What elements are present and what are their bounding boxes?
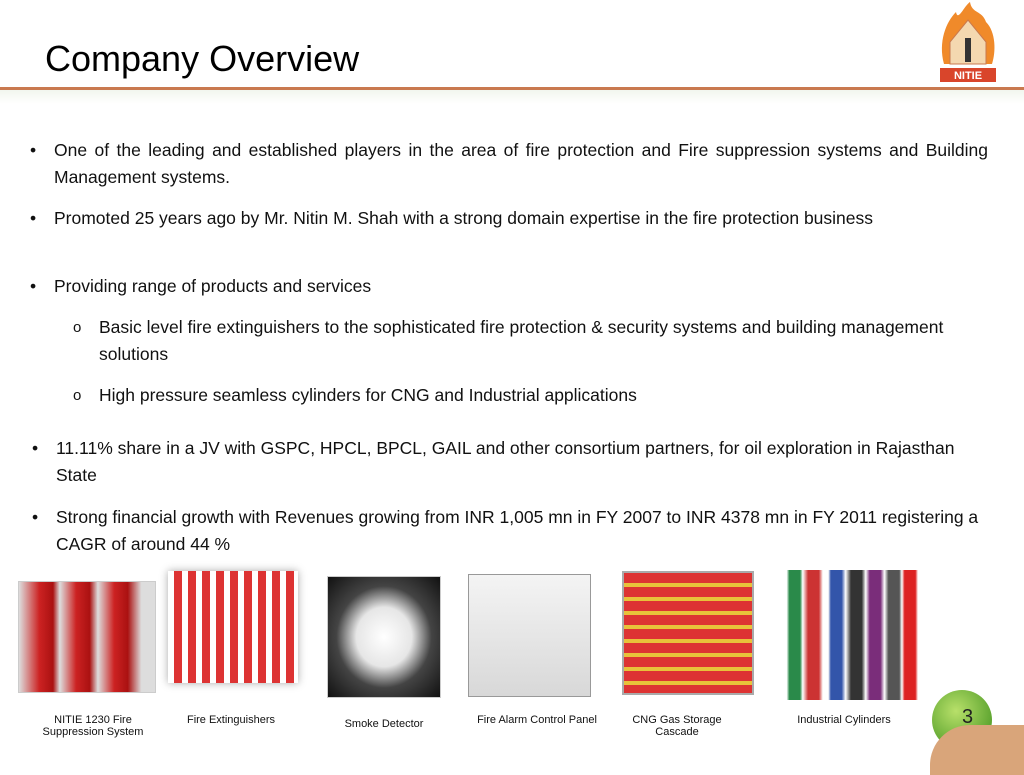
cng-cascade-image — [622, 571, 754, 695]
industrial-cylinders-image — [784, 570, 918, 700]
product-caption: Fire Extinguishers — [186, 714, 276, 726]
bullet-item — [30, 205, 988, 232]
bullet-icon: • — [30, 208, 37, 228]
bullet-text: 11.11% share in a JV with GSPC, HPCL, BPCL, GAIL and other consortium partners, for oil exploration in Rajasthan State — [56, 438, 955, 485]
bullet-item — [30, 273, 988, 300]
bullet-text: Promoted 25 years ago by Mr. Nitin M. Shah with a strong domain expertise in the fire protection business — [54, 208, 874, 228]
fire-alarm-panel-image — [468, 574, 591, 697]
bullet-text: Basic level fire extinguishers to the sophisticated fire protection & security systems and building management solutions — [99, 317, 944, 364]
bullet-text: Providing range of products and services — [54, 276, 372, 296]
bullet-icon: • — [32, 438, 39, 458]
slide-title: Company Overview — [45, 38, 360, 79]
bullet-item — [32, 435, 986, 489]
header-band — [0, 90, 1024, 104]
sub-bullet-icon: o — [73, 387, 82, 404]
sub-bullet-item — [73, 382, 988, 409]
bullet-item — [32, 504, 986, 558]
bullet-text: High pressure seamless cylinders for CNG and Industrial applications — [99, 385, 637, 405]
fire-extinguishers-image — [168, 571, 298, 683]
logo-text: NITIE — [953, 70, 983, 82]
fire-suppression-image — [18, 581, 156, 693]
product-caption: Industrial Cylinders — [797, 714, 891, 726]
bullet-text: One of the leading and established players in the area of fire protection and Fire suppression systems and Building Management systems. — [54, 140, 988, 187]
bullet-text: Strong financial growth with Revenues growing from INR 1,005 mn in FY 2007 to INR 4378 mn in FY 2011 registering a CAGR of around 44 % — [56, 507, 979, 554]
bullet-icon: • — [32, 507, 39, 527]
company-logo — [936, 2, 1000, 86]
page-number: 3 — [962, 706, 974, 728]
sub-bullet-item — [73, 314, 988, 368]
product-caption: Smoke Detector — [344, 718, 424, 730]
smoke-detector-image — [327, 576, 441, 698]
sub-bullet-icon: o — [73, 319, 82, 336]
product-caption: NITIE 1230 Fire Suppression System — [42, 714, 144, 738]
product-caption: CNG Gas Storage Cascade — [632, 714, 722, 738]
product-caption: Fire Alarm Control Panel — [477, 714, 597, 726]
bullet-icon: • — [30, 140, 37, 160]
bullet-icon: • — [30, 276, 37, 296]
bullet-item — [30, 137, 988, 191]
